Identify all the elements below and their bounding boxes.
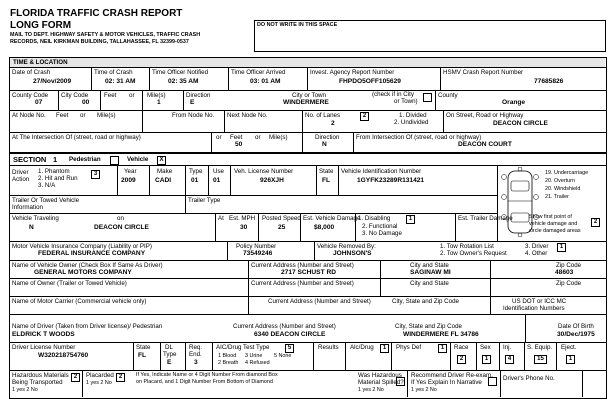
phone-label: Driver's Phone No. xyxy=(503,375,555,382)
direction-value-2[interactable]: N xyxy=(322,141,327,148)
lanes-divided-box[interactable]: 2 xyxy=(360,112,369,121)
on-label: on xyxy=(117,215,124,222)
city-code[interactable]: 00 xyxy=(82,99,90,106)
no-damage-option: 3. No Damage xyxy=(362,230,402,237)
do-not-write-label: DO NOT WRITE IN THIS SPACE xyxy=(257,22,338,28)
dob-value[interactable]: 30/Dec/1975 xyxy=(557,331,595,338)
placarded-label: Placarded xyxy=(86,372,114,379)
usdot-label2: Identification Numbers xyxy=(503,305,565,312)
overturn-option: 20. Overturn xyxy=(545,178,575,184)
hsmv-number[interactable]: 77685826 xyxy=(534,78,564,85)
time-notified[interactable]: 02: 35 AM xyxy=(168,78,199,85)
reexam-label2: If Yes Explain In Narrative xyxy=(411,379,482,386)
street-value[interactable]: DEACON CIRCLE xyxy=(493,120,548,127)
phys-def-box[interactable]: 1 xyxy=(438,344,447,353)
date-of-crash[interactable]: 27/Nov/2009 xyxy=(33,78,72,85)
trailer-address-label: Current Address (Number and Street) xyxy=(251,280,354,287)
feet-value-2[interactable]: 50 xyxy=(235,141,243,148)
reexam-label: Recommend Driver Re-exam. xyxy=(411,372,493,379)
state-label: State xyxy=(319,168,334,175)
county-code-label: County Code xyxy=(12,92,49,99)
first-point-box[interactable]: 2 xyxy=(591,218,600,227)
trailer-info-label: Trailer Or Towed Vehicle xyxy=(12,197,80,204)
section-heading: SECTION xyxy=(13,155,47,164)
results-label: Results xyxy=(318,344,339,351)
posted-speed-label: Posted Speed xyxy=(262,215,301,222)
posted-speed-value[interactable]: 25 xyxy=(278,224,286,231)
make-value[interactable]: CADI xyxy=(155,177,172,184)
in-city-checkbox[interactable] xyxy=(423,93,432,102)
inj-box[interactable]: 4 xyxy=(505,355,514,364)
released-box[interactable] xyxy=(396,377,405,386)
windshield-option: 20. Windshield xyxy=(545,186,581,192)
make-label: Make xyxy=(157,168,173,175)
section-number: 1 xyxy=(53,155,58,164)
race-label: Race xyxy=(454,344,469,351)
intersection-label: At The Intersection Of (street, road or highway) xyxy=(12,134,141,141)
city-town-label: City or Town xyxy=(292,92,326,99)
na-option: 3. N/A xyxy=(38,182,56,189)
owner-zip-label: Zip Code xyxy=(556,262,582,269)
insurance-label: Motor Vehicle Insurance Company (Liability or PIP) xyxy=(12,243,152,250)
owner-name-value[interactable]: GENERAL MOTORS COMPANY xyxy=(34,269,132,276)
from-node-label: From Node No. xyxy=(172,112,215,119)
dl-type-label: DL xyxy=(165,344,173,351)
first-point-label3: circle damaged areas xyxy=(529,228,581,234)
est-mph-value[interactable]: 30 xyxy=(240,224,248,231)
s-equip-box[interactable]: 15 xyxy=(534,355,547,364)
time-notified-label: Time Officer Notified xyxy=(152,69,209,76)
req-end-value[interactable]: 3 xyxy=(194,359,198,366)
traveling-value[interactable]: N xyxy=(29,224,34,231)
feet-label-2: Feet xyxy=(56,112,69,119)
released-options: 1 yes 2 No xyxy=(358,387,384,393)
county-code[interactable]: 07 xyxy=(35,99,43,106)
carrier-label: Name of Motor Carrier (Commercial vehicle only) xyxy=(12,298,147,305)
report-subtitle: LONG FORM xyxy=(10,20,72,31)
lanes-label: No. of Lanes xyxy=(305,112,341,119)
date-of-crash-label: Date of Crash xyxy=(12,69,51,76)
driver-name-value[interactable]: ELDRICK T WOODS xyxy=(12,331,75,338)
miles-value[interactable]: 1 xyxy=(157,99,161,106)
phys-def-label: Phys Def xyxy=(396,344,422,351)
driver-action-box[interactable]: 3 xyxy=(91,170,100,179)
urine-option: 3 Urine xyxy=(245,353,263,359)
veh-license-label: Veh. License Number xyxy=(234,168,294,175)
reexam-options: 1 yes 2 No xyxy=(411,387,437,393)
or-label-4: or xyxy=(255,134,261,141)
lanes-value[interactable]: 2 xyxy=(331,120,335,127)
time-arrived-label: Time Officer Arrived xyxy=(231,69,286,76)
eject-box[interactable]: 1 xyxy=(566,355,575,364)
use-label: Use xyxy=(213,168,225,175)
owner-name-label: Name of Vehicle Owner (Check Box If Same As Driver) xyxy=(12,262,163,269)
rotation-option: 1. Tow Rotation List xyxy=(440,243,494,250)
trailer-owner-label: Name of Owner (Trailer or Towed Vehicle) xyxy=(12,280,127,287)
mail-address-line2: RECORDS, NEIL KIRKMAN BUILDING, TALLAHASSEE, FL 32399-0537 xyxy=(10,39,189,45)
miles-label-3: Mile(s) xyxy=(269,134,288,141)
or-label: or xyxy=(129,92,135,99)
vin-value[interactable]: 1GYFK23289R131421 xyxy=(357,177,425,184)
phantom-option: 1. Phantom xyxy=(38,168,70,175)
street-label: On Street, Road or Highway xyxy=(446,112,524,119)
usdot-label: US DOT or ICC MC xyxy=(512,298,567,305)
removed-by-label: Vehicle Removed By: xyxy=(317,243,376,250)
feet-label: Feet xyxy=(104,92,117,99)
driver-address-value[interactable]: 6340 DEACON CIRCLE xyxy=(254,331,326,338)
driver-name-label: Name of Driver (Taken from Driver license)/ Pedestrian xyxy=(12,323,163,330)
trailer-type-label: Trailer Type xyxy=(188,197,221,204)
owner-address-label: Current Address (Number and Street) xyxy=(251,262,354,269)
vehicle-damage-label: Est. Vehicle Damage xyxy=(303,215,361,222)
report-title: FLORIDA TRAFFIC CRASH REPORT xyxy=(10,8,183,19)
direction-label-2: Direction xyxy=(315,134,340,141)
time-arrived[interactable]: 03: 01 AM xyxy=(250,78,281,85)
use-value[interactable]: 01 xyxy=(213,177,221,184)
first-point-label2: vehicle damage and xyxy=(529,221,578,227)
dl-value[interactable]: W320218754760 xyxy=(38,352,89,359)
vin-label: Vehicle Identification Number xyxy=(341,168,422,175)
dl-type-label2: Type xyxy=(163,351,177,358)
dl-state-value[interactable]: FL xyxy=(138,352,147,359)
removed-by-value[interactable]: JOHNSON'S xyxy=(333,250,372,257)
inj-label: Inj. xyxy=(503,344,512,351)
breath-option: 2 Breath xyxy=(218,360,239,366)
check-city-label: (check if in City xyxy=(372,91,414,98)
at-node-label: At Node No. xyxy=(12,112,46,119)
undercarriage-option: 19. Undercarriage xyxy=(545,170,589,176)
sex-label: Sex xyxy=(480,344,491,351)
hazmat-options: 1 yes 2 No xyxy=(12,387,38,393)
county-value[interactable]: Orange xyxy=(502,99,526,106)
dob-label: Date Of Birth xyxy=(558,323,594,330)
carrier-city-label: City, State and Zip Code xyxy=(392,298,459,305)
on-street-value[interactable]: DEACON CIRCLE xyxy=(94,224,149,231)
traveling-label: Vehicle Traveling xyxy=(12,215,59,222)
hit-run-option: 2. Hit and Run xyxy=(38,175,78,182)
at-label: At xyxy=(218,215,224,222)
est-mph-label: Est. MPH xyxy=(229,215,256,222)
released-label2: Material Spilled? xyxy=(358,379,404,386)
miles-label-2: Mile(s) xyxy=(97,112,116,119)
driver-city-value[interactable]: WINDERMERE FL 34786 xyxy=(403,331,479,338)
placarded-options: 1 yes 2 No xyxy=(86,380,112,386)
owner-zip-value[interactable]: 48603 xyxy=(555,269,574,276)
check-city-label2: or Town) xyxy=(394,98,418,105)
disabling-option: 1. Disabling xyxy=(358,215,391,222)
other-option: 4. Other xyxy=(525,250,548,257)
insurance-value[interactable]: FEDERAL INSURANCE COMPANY xyxy=(38,250,146,257)
if-yes-line2: on Placard, and 1 Digit Number From Bottom of Diamond xyxy=(136,379,273,385)
released-label: Was Hazardous xyxy=(358,372,402,379)
owner-city-value[interactable]: SAGINAW MI xyxy=(410,269,451,276)
trailer-option: 21. Trailer xyxy=(545,194,569,200)
dl-type-value[interactable]: E xyxy=(167,359,172,366)
vehicle-damage-value[interactable]: $8,000 xyxy=(314,224,335,231)
req-end-label2: End. xyxy=(189,351,202,358)
blood-option: 1 Blood xyxy=(218,353,237,359)
placarded-box[interactable]: 2 xyxy=(116,373,125,382)
removed-by-box[interactable]: 1 xyxy=(557,243,566,252)
direction-value[interactable]: E xyxy=(190,99,195,106)
aic-label: AIC/Drug Test Type xyxy=(216,344,270,351)
none-option: 5 None xyxy=(274,353,292,359)
time-location-header xyxy=(10,58,605,67)
alc-drug-box[interactable]: 1 xyxy=(380,344,389,353)
invest-report-number[interactable]: FHPDO5OFF105629 xyxy=(339,78,401,85)
dl-label: Driver License Number xyxy=(12,344,76,351)
eject-label: Eject. xyxy=(561,344,577,351)
hsmv-label: HSMV Crash Report Number xyxy=(443,69,524,76)
race-box[interactable]: 2 xyxy=(457,355,466,364)
time-of-crash-label: Time of Crash xyxy=(94,69,133,76)
first-point-label1: Show first point of xyxy=(529,214,572,220)
owner-city-label: City and State xyxy=(410,262,449,269)
hazmat-label: Hazardous Materials xyxy=(12,372,69,379)
refused-option: 4 Refused xyxy=(245,360,270,366)
vehicle-label: Vehicle xyxy=(127,156,149,163)
or-label-2: or xyxy=(80,112,86,119)
state-value[interactable]: FL xyxy=(322,177,331,184)
veh-license-value[interactable]: 926XJH xyxy=(260,177,284,184)
driver-city-label: City, State and Zip Code xyxy=(395,323,462,330)
reexam-box[interactable] xyxy=(488,377,497,386)
county-label: County xyxy=(438,92,458,99)
time-location-heading: TIME & LOCATION xyxy=(13,59,68,66)
year-label: Year xyxy=(124,168,137,175)
s-equip-label: S. Equip. xyxy=(527,344,553,351)
req-end-label: Req. xyxy=(189,344,203,351)
type-label: Type xyxy=(189,168,203,175)
trailer-info-label2: Information xyxy=(12,204,43,211)
pedestrian-checkbox[interactable] xyxy=(110,156,119,165)
carrier-address-label: Current Address (Number and Street) xyxy=(268,298,371,305)
vehicle-checkbox[interactable]: X xyxy=(157,156,166,165)
time-of-crash[interactable]: 02: 31 AM xyxy=(105,78,136,85)
owner-request-option: 2. Tow Owner's Request xyxy=(440,250,507,257)
undivided-option: 2. Undivided xyxy=(394,119,429,126)
if-yes-line1: If Yes, Indicate Name or 4 Digit Number From diamond Box xyxy=(136,372,278,378)
hazmat-box[interactable]: 2 xyxy=(71,373,80,382)
trailer-city-label: City and State xyxy=(410,280,449,287)
pedestrian-label: Pedestrian xyxy=(69,156,101,163)
invest-report-label: Invest. Agency Report Number xyxy=(310,69,395,76)
driver-action-label: Driver xyxy=(12,169,29,176)
alc-drug-label: Alc/Drug xyxy=(350,344,374,351)
divided-option: 1. Divided xyxy=(399,112,427,119)
owner-address-value[interactable]: 2717 SCHUST RD xyxy=(281,269,336,276)
driver-option: 3. Driver xyxy=(525,243,549,250)
from-intersection-label: From Intersection Of (street, road or highway) xyxy=(356,134,482,141)
policy-value[interactable]: 73549246 xyxy=(243,250,273,257)
dl-state-label: State xyxy=(136,344,151,351)
type-value[interactable]: 01 xyxy=(191,177,199,184)
driver-action-label2: Action xyxy=(12,176,30,183)
trailer-zip-label: Zip Code xyxy=(556,280,582,287)
trailer-damage-label: Est. Trailer Damage xyxy=(458,215,513,222)
year-value[interactable]: 2009 xyxy=(121,177,136,184)
aic-box[interactable]: 5 xyxy=(285,344,294,353)
sex-box[interactable]: 1 xyxy=(482,355,491,364)
from-intersection-value[interactable]: DEACON COURT xyxy=(458,141,512,148)
feet-label-3: Feet xyxy=(230,134,243,141)
mail-address-line1: MAIL TO DEPT. HIGHWAY SAFETY & MOTOR VEHICLES, TRAFFIC CRASH xyxy=(10,32,201,38)
city-code-label: City Code xyxy=(61,92,89,99)
policy-label: Policy Number xyxy=(236,243,277,250)
next-node-label: Next Node No. xyxy=(227,112,268,119)
city-town[interactable]: WINDERMERE xyxy=(283,99,329,106)
direction-label: Direction xyxy=(186,92,211,99)
miles-label: Mile(s) xyxy=(147,92,166,99)
functional-option: 2. Functional xyxy=(362,223,398,230)
driver-address-label: Current Address (Number and Street) xyxy=(233,323,336,330)
or-label-3: or xyxy=(216,134,222,141)
hazmat-label2: Being Transported xyxy=(12,379,63,386)
vehicle-damage-box[interactable]: 1 xyxy=(406,215,415,224)
